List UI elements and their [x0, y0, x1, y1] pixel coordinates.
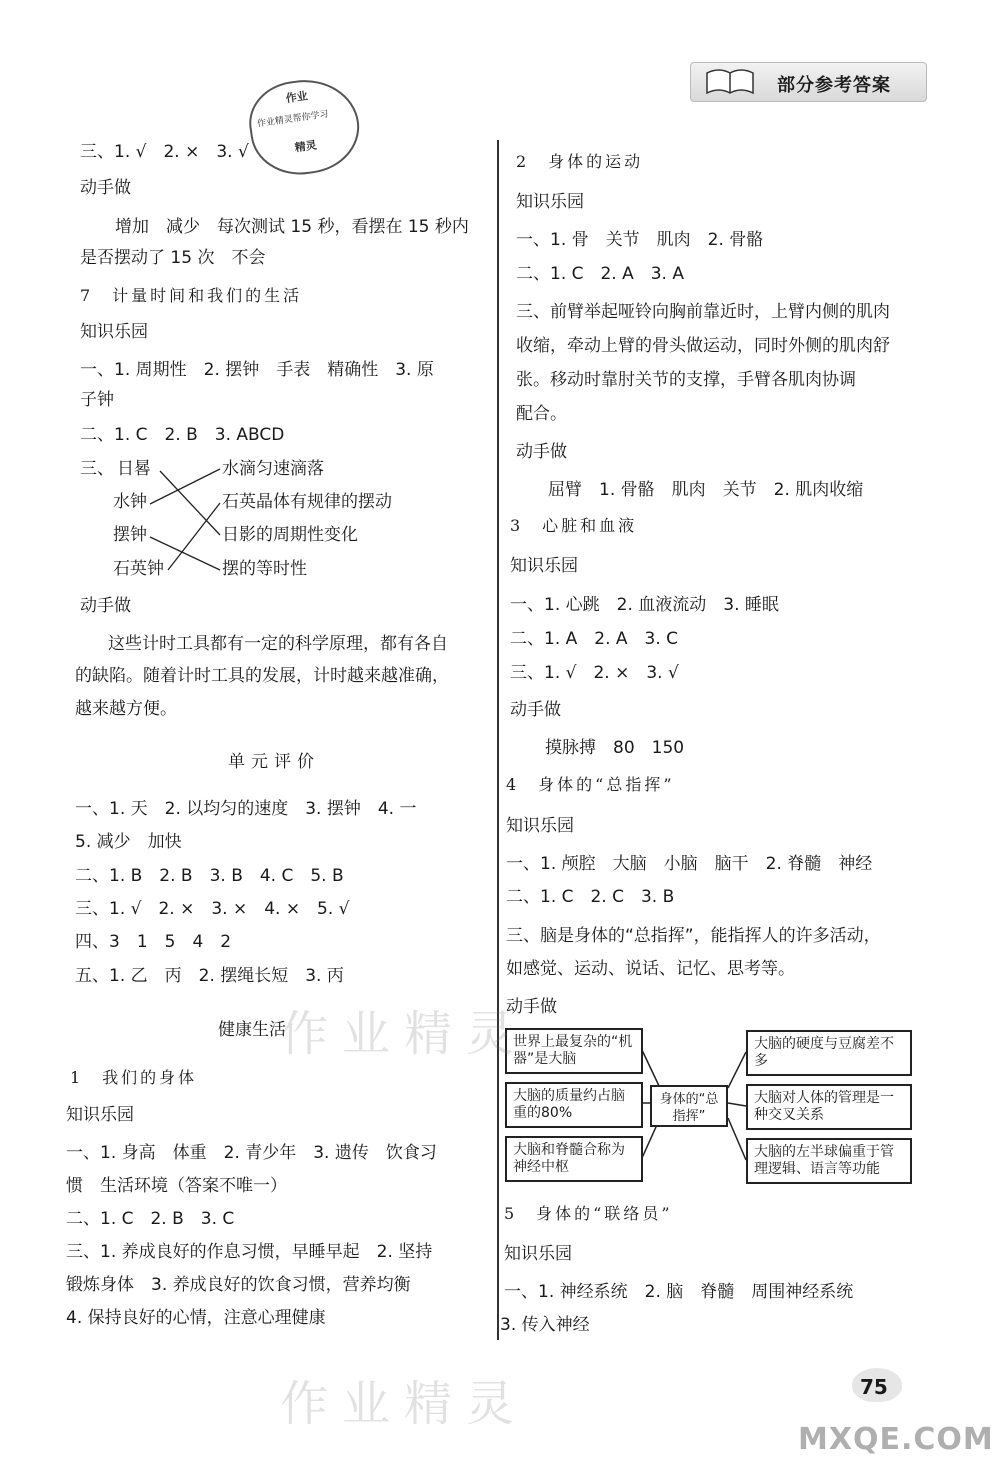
- match-right-item: 摆的等时性: [222, 559, 307, 579]
- section-heading: 3 心脏和血液: [510, 516, 638, 535]
- section-label: 知识乐园: [66, 1105, 134, 1125]
- answer-line: 三、1. √ 2. × 3. × 4. × 5. √: [75, 899, 350, 919]
- answer-line: 张。移动时靠肘关节的支撑，手臂各肌肉协调: [516, 370, 856, 390]
- answer-line: 一、1. 天 2. 以均匀的速度 3. 摆钟 4. 一: [75, 799, 417, 819]
- answer-line: 3. 传入神经: [500, 1315, 590, 1335]
- section-label: 知识乐园: [506, 816, 574, 836]
- answer-line: 一、1. 身高 体重 2. 青少年 3. 遗传 饮食习: [66, 1143, 437, 1163]
- answer-line: 三、1. 养成良好的作息习惯，早睡早起 2. 坚持: [66, 1242, 433, 1262]
- section-label: 动手做: [80, 178, 131, 198]
- answer-line: 二、1. C 2. B 3. C: [66, 1209, 235, 1229]
- answer-line: 三、1. √ 2. × 3. √: [80, 142, 249, 162]
- section-heading: 1 我们的身体: [70, 1068, 198, 1087]
- page-number: 75: [860, 1375, 888, 1399]
- section-label: 知识乐园: [516, 192, 584, 212]
- answer-line: 摸脉搏 80 150: [545, 738, 685, 758]
- unit-eval-heading: 单元评价: [228, 752, 320, 772]
- answer-line: 三、脑是身体的“总指挥”，能指挥人的许多活动，: [506, 926, 881, 946]
- match-left-item: 日晷: [117, 459, 151, 479]
- stamp-line: 精灵: [293, 138, 318, 155]
- section-label: 知识乐园: [80, 322, 148, 342]
- answer-line: 5. 减少 加快: [75, 832, 182, 852]
- answer-line: 一、1. 骨 关节 肌肉 2. 骨骼: [516, 230, 764, 250]
- match-right-item: 日影的周期性变化: [222, 525, 358, 545]
- answer-line: 增加 减少 每次测试 15 秒，看摆在 15 秒内: [115, 217, 469, 237]
- answer-line: 二、1. C 2. C 3. B: [506, 887, 675, 907]
- match-left-item: 摆钟: [113, 525, 147, 545]
- answer-line: 二、1. A 2. A 3. C: [510, 629, 678, 649]
- answer-line: 三、前臂举起哑铃向胸前靠近时，上臂内侧的肌肉: [516, 302, 890, 322]
- answer-line: 五、1. 乙 丙 2. 摆绳长短 3. 丙: [75, 966, 344, 986]
- stamp-line: 作业精灵帮你学习: [256, 109, 330, 130]
- answer-line: 4. 保持良好的心情，注意心理健康: [66, 1308, 326, 1328]
- answer-line: 配合。: [516, 404, 567, 424]
- diagram-node-right-3: 大脑的左半球偏重于管理逻辑、语言等功能: [746, 1138, 912, 1184]
- answer-line: 屈臂 1. 骨骼 肌肉 关节 2. 肌肉收缩: [548, 480, 864, 500]
- section-label: 动手做: [80, 596, 131, 616]
- answer-line: 四、3 1 5 4 2: [75, 932, 232, 952]
- match-right-item: 石英晶体有规律的摆动: [222, 492, 392, 512]
- answer-line: 一、1. 心跳 2. 血液流动 3. 睡眠: [510, 595, 779, 615]
- section-label: 知识乐园: [504, 1244, 572, 1264]
- match-prefix: 三、: [80, 459, 114, 479]
- diagram-node-right-1: 大脑的硬度与豆腐差不多: [746, 1030, 912, 1076]
- answer-line: 锻炼身体 3. 养成良好的饮食习惯，营养均衡: [66, 1275, 411, 1295]
- section-heading: 5 身体的“联络员”: [504, 1204, 673, 1223]
- answer-line: 一、1. 颅腔 大脑 小脑 脑干 2. 脊髓 神经: [506, 854, 873, 874]
- answer-line: 一、1. 神经系统 2. 脑 脊髓 周围神经系统: [504, 1282, 854, 1302]
- answer-line: 这些计时工具都有一定的科学原理，都有各自: [108, 634, 448, 654]
- section-heading: 4 身体的“总指挥”: [506, 775, 675, 794]
- answer-line: 二、1. C 2. B 3. ABCD: [80, 425, 285, 445]
- stamp-line: 作业: [284, 89, 309, 106]
- answer-line: 二、1. B 2. B 3. B 4. C 5. B: [75, 866, 344, 886]
- answer-line: 越来越方便。: [75, 699, 177, 719]
- section-label: 动手做: [506, 997, 557, 1017]
- diagram-node-left-3: 大脑和脊髓合称为神经中枢: [505, 1136, 643, 1182]
- answer-line: 子钟: [80, 390, 114, 410]
- answer-line: 一、1. 周期性 2. 摆钟 手表 精确性 3. 原: [80, 360, 434, 380]
- answer-line: 二、1. C 2. A 3. A: [516, 264, 684, 284]
- match-right-item: 水滴匀速滴落: [222, 459, 324, 479]
- watermark: 作业精灵: [280, 1376, 529, 1432]
- match-left-item: 水钟: [113, 492, 147, 512]
- part-heading: 健康生活: [218, 1020, 286, 1040]
- diagram-node-left-1: 世界上最复杂的“机器”是大脑: [505, 1028, 643, 1074]
- answer-line: 的缺陷。随着计时工具的发展，计时越来越准确，: [75, 666, 449, 686]
- section-label: 动手做: [510, 700, 561, 720]
- section-heading: 2 身体的运动: [516, 152, 644, 171]
- answer-line: 三、1. √ 2. × 3. √: [510, 663, 679, 683]
- footer-logo: MXQE.COM: [798, 1422, 994, 1457]
- answer-line: 惯 生活环境（答案不唯一）: [66, 1176, 287, 1196]
- section-label: 知识乐园: [510, 556, 578, 576]
- answer-line: 如感觉、运动、说话、记忆、思考等。: [506, 959, 795, 979]
- section-heading: 7 计量时间和我们的生活: [80, 286, 303, 305]
- match-left-item: 石英钟: [113, 559, 164, 579]
- watermark: 作业精灵: [280, 1006, 529, 1062]
- answer-line: 收缩，牵动上臂的骨头做运动，同时外侧的肌肉舒: [516, 336, 890, 356]
- diagram-node-left-2: 大脑的质量约占脑重的80%: [505, 1082, 643, 1128]
- section-label: 动手做: [516, 442, 567, 462]
- header-title: 部分参考答案: [777, 75, 891, 96]
- answer-line: 是否摆动了 15 次 不会: [80, 248, 266, 268]
- diagram-node-right-2: 大脑对人体的管理是一种交叉关系: [746, 1084, 912, 1130]
- diagram-center-node: 身体的“总指挥”: [650, 1085, 728, 1127]
